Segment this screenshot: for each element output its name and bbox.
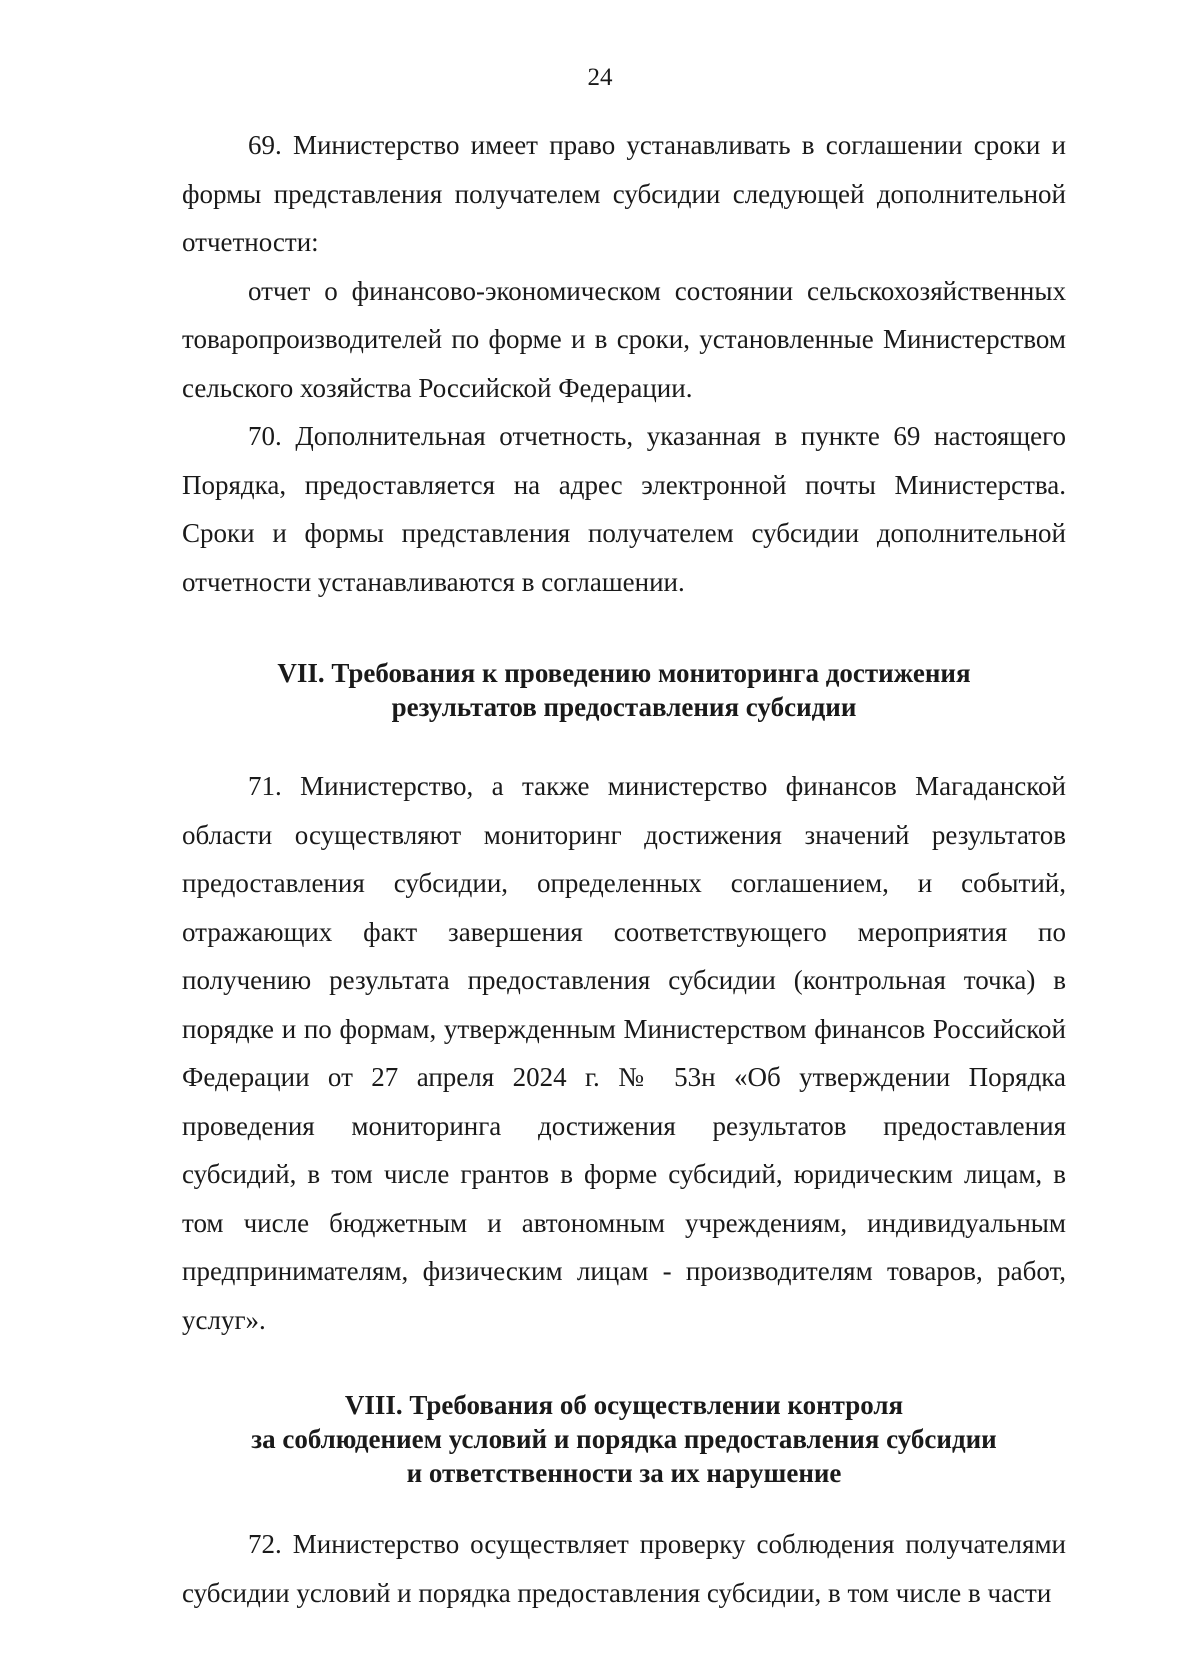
section-vii-heading xyxy=(182,656,1066,724)
paragraph-69-report: отчет о финансово-экономическом состоянии сельскохозяйственных товаропроизводителей по форме и в сроки, установленные Министерством сельского хозяйства Российской Федерации. xyxy=(182,275,1066,403)
document-body xyxy=(182,121,1066,1617)
section-viii-heading-line: и ответственности за их нарушение xyxy=(406,1458,842,1488)
page-number: 24 xyxy=(587,64,613,91)
paragraph-72: 72. Министерство осуществляет проверку соблюдения получателями субсидии условий и порядка предоставления субсидии, в том числе в части xyxy=(182,1529,1066,1608)
paragraph-71: 71. Министерство, а также министерство финансов Магаданской области осуществляют мониторинг достижения значений результатов предоставления субсидии, определенных соглашением, и событий, отражающих факт завершения соответствующего мероприятия по получению результата предоставления субсидии (контрольная точка) в порядке и по формам, утвержденным Министерством финансов Российской Федерации от 27 апреля 2024 г. № 53н «Об утверждении Порядка проведения мониторинга достижения результатов предоставления субсидий, в том числе грантов в форме субсидий, юридическим лицам, в том числе бюджетным и автономным учреждениям, индивидуальным предпринимателям, физическим лицам - производителям товаров, работ, услуг». xyxy=(182,771,1066,1335)
section-viii-heading xyxy=(182,1388,1066,1490)
paragraph-70: 70. Дополнительная отчетность, указанная в пункте 69 настоящего Порядка, предоставляется на адрес электронной почты Министерства. Сроки и формы представления получателем субсидии дополнительной отчетности устанавливаются в соглашении. xyxy=(182,421,1066,597)
section-vii-heading-line: результатов предоставления субсидии xyxy=(391,692,857,722)
paragraph-69: 69. Министерство имеет право устанавливать в соглашении сроки и формы представления получателем субсидии следующей дополнительной отчетности: xyxy=(182,130,1066,257)
section-viii-heading-line: за соблюдением условий и порядка предоставления субсидии xyxy=(251,1424,997,1454)
section-vii-heading-line: VII. Требования к проведению мониторинга достижения xyxy=(277,658,971,688)
section-viii-heading-line: VIII. Требования об осуществлении контроля xyxy=(344,1390,904,1420)
